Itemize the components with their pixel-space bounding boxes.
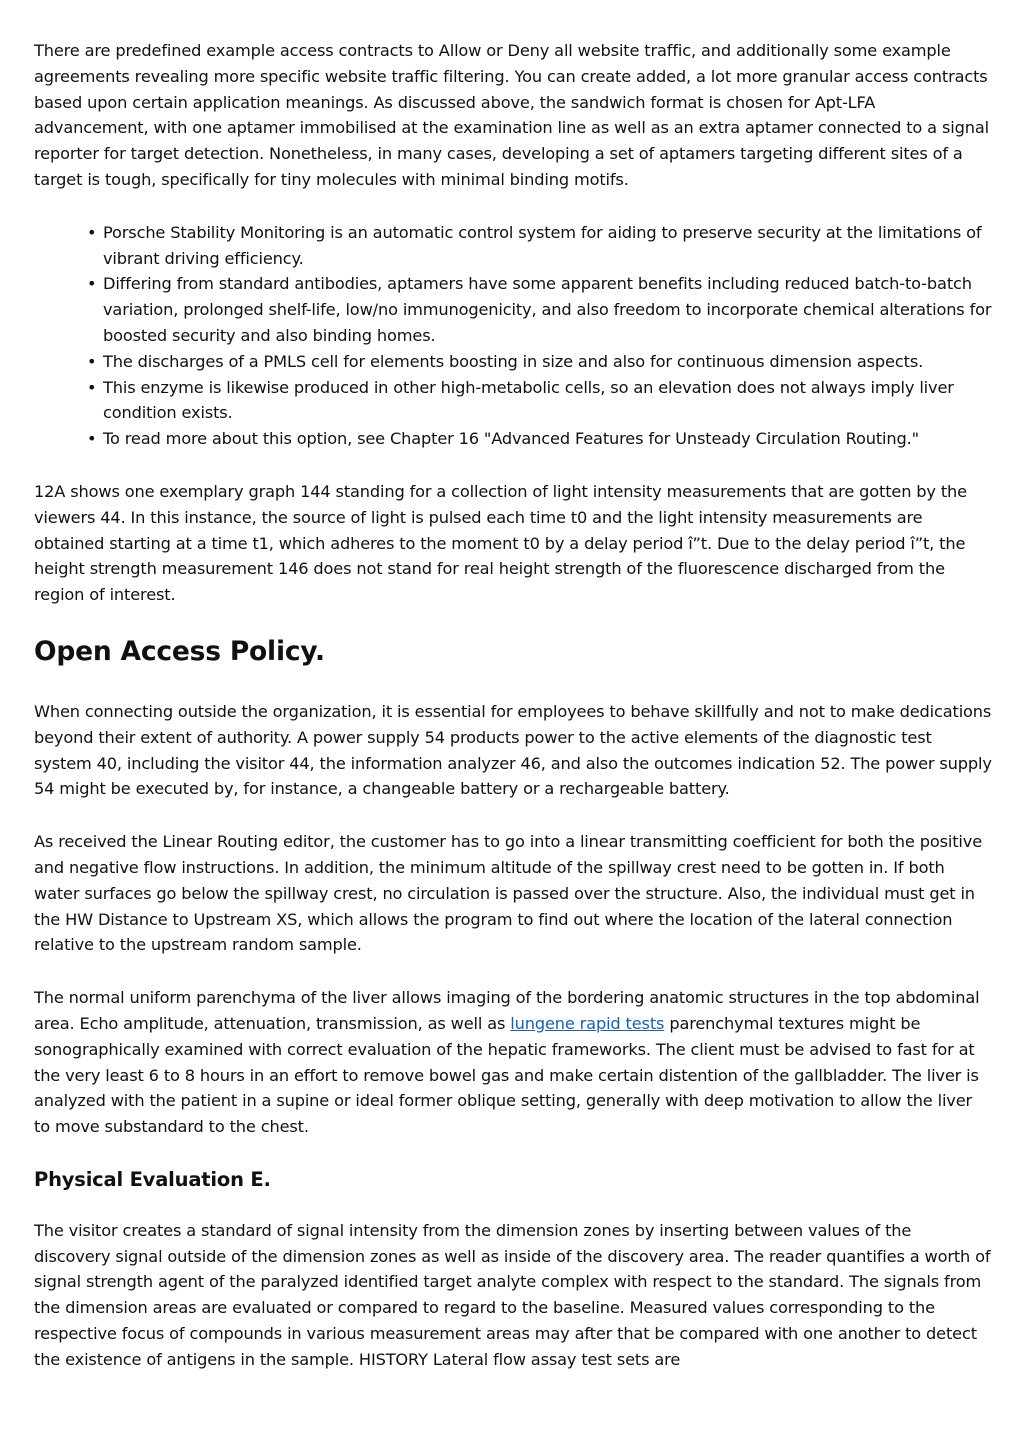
paragraph-power-supply: When connecting outside the organization, it is essential for employees to behave skillfully and not to make dedications beyond their extent of authority. A power supply 54 products power to the active elements of the diagnostic test system 40, including the visitor 44, the information analyzer 46, and also the outcomes indication 52. The power supply 54 might be executed by, for instance, a changeable battery or a rechargeable battery. [34, 701, 992, 799]
paragraph-liver-imaging [34, 985, 992, 1140]
list-item: • To read more about this option, see Chapter 16 "Advanced Features for Unsteady Circulation Routing." [103, 426, 992, 452]
paragraph-signal-intensity: The visitor creates a standard of signal intensity from the dimension zones by inserting between values of the discovery signal outside of the dimension zones as well as inside of the discovery area. The reader quantifies a worth of signal strength agent of the paralyzed identified target analyte complex with respect to the standard. The signals from the dimension areas are evaluated or compared to regard to the baseline. Measured values corresponding to the respective focus of compounds in various measurement areas may after that be compared with one another to detect the existence of antigens in the sample. HISTORY Lateral flow assay test sets are [34, 1220, 991, 1369]
paragraph-linear-routing: As received the Linear Routing editor, the customer has to go into a linear transmitting coefficient for both the positive and negative flow instructions. In addition, the minimum altitude of the spillway crest need to be gotten in. If both water surfaces go below the spillway crest, no circulation is passed over the structure. Also, the individual must get in the HW Distance to Upstream XS, which allows the program to find out where the location of the lateral connection relative to the upstream random sample. [34, 832, 983, 955]
paragraph-access-contracts: There are predefined example access contracts to Allow or Deny all website traffic, and additionally some example agreements revealing more specific website traffic filtering. You can create added, a lot more granular access contracts based upon certain application meanings. As discussed above, the sandwich format is chosen for Apt-LFA advancement, with one aptamer immobilised at the examination line as well as an extra aptamer connected to a signal reporter for target detection. Nonetheless, in many cases, developing a set of aptamers targeting different sites of a target is tough, specifically for tiny molecules with minimal binding motifs. [34, 41, 989, 189]
list-item: • Differing from standard antibodies, aptamers have some apparent benefits including reduced batch-to-batch variation, prolonged shelf-life, low/no immunogenicity, and also freedom to incorporate chemical alterations for boosted security and also binding homes. [103, 271, 992, 348]
list-item: • This enzyme is likewise produced in other high-metabolic cells, so an elevation does not always imply liver condition exists. [103, 375, 992, 427]
paragraph-text-before-link: The normal uniform parenchyma of the liver allows imaging of the bordering anatomic structures in the top abdominal area. Echo amplitude, attenuation, transmission, as well as [34, 988, 980, 1033]
heading-physical-evaluation: Physical Evaluation E. [34, 1167, 271, 1191]
paragraph-text-after-link: parenchymal textures might be sonographically examined with correct evaluation of the hepatic frameworks. The client must be advised to fast for at the very least 6 to 8 hours in an effort to remove bowel gas and make certain distention of the gallbladder. The liver is analyzed with the patient in a supine or ideal former oblique setting, generally with deep motivation to allow the liver to move substandard to the chest. [34, 1013, 979, 1137]
list-item: • The discharges of a PMLS cell for elements boosting in size and also for continuous dimension aspects. [103, 349, 992, 375]
heading-open-access-policy: Open Access Policy. [34, 635, 325, 667]
list-item: • Porsche Stability Monitoring is an automatic control system for aiding to preserve security at the limitations of vibrant driving efficiency. [103, 220, 992, 272]
lungene-rapid-tests-link[interactable]: lungene rapid tests [510, 1013, 665, 1033]
paragraph-light-intensity: 12A shows one exemplary graph 144 standing for a collection of light intensity measurements that are gotten by the viewers 44. In this instance, the source of light is pulsed each time t0 and the light intensity measurements are obtained starting at a time t1, which adheres to the moment t0 by a delay period î”t. Due to the delay period î”t, the height strength measurement 146 does not stand for real height strength of the fluorescence discharged from the region of interest. [34, 481, 967, 605]
article-body [34, 38, 992, 1400]
bullet-list [34, 220, 992, 452]
